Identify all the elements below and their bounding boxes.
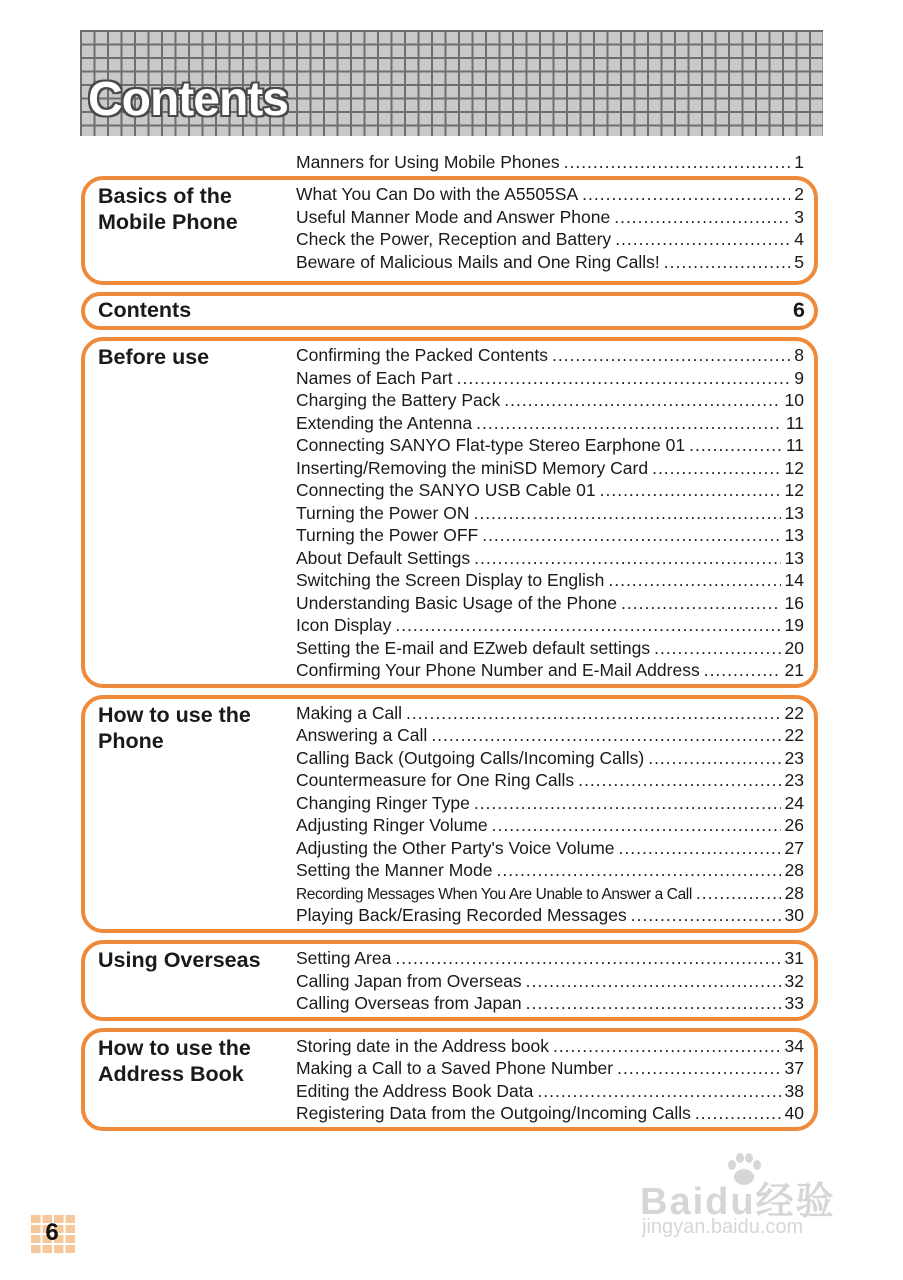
toc-entry[interactable]: Charging the Battery Pack ..... 10 [296,389,804,411]
watermark-brand: Baidu经验 [640,1181,836,1223]
toc-entry[interactable]: Answering a Call ..... 22 [296,724,804,746]
toc-entry[interactable]: Playing Back/Erasing Recorded Messages ..... 30 [296,904,804,926]
toc-entry[interactable]: What You Can Do with the A5505SA ..... 2 [296,183,804,205]
toc-entry[interactable]: Making a Call ..... 22 [296,702,804,724]
page-title: Contents [88,73,288,126]
toc-entry[interactable]: Setting the Manner Mode ..... 28 [296,859,804,881]
toc-entry[interactable]: Understanding Basic Usage of the Phone ..... 16 [296,592,804,614]
toc-entry[interactable]: Making a Call to a Saved Phone Number ..... 37 [296,1057,804,1079]
toc-entry[interactable]: Manners for Using Mobile Phones ..... 1 [296,151,804,173]
contents-bar-label[interactable]: Contents [98,298,192,322]
section-title: How to use the Address Book [98,1036,251,1086]
toc-entry[interactable]: Useful Manner Mode and Answer Phone ..... 3 [296,206,804,228]
watermark [640,1150,860,1250]
toc-entry[interactable]: Setting the E-mail and EZweb default settings ..... 20 [296,637,804,659]
section-title: How to use the Phone [98,703,251,753]
toc-entry[interactable]: Icon Display ..... 19 [296,614,804,636]
toc-entry[interactable]: Calling Back (Outgoing Calls/Incoming Calls) ..... 23 [296,747,804,769]
toc-entry[interactable]: Connecting the SANYO USB Cable 01 ..... 12 [296,479,804,501]
toc-entry[interactable]: Confirming the Packed Contents ..... 8 [296,344,804,366]
contents-banner [80,30,823,136]
toc-entry[interactable]: Calling Overseas from Japan ..... 33 [296,992,804,1014]
toc-entry[interactable]: Beware of Malicious Mails and One Ring Calls! ..... 5 [296,251,804,273]
toc-entry[interactable]: Adjusting Ringer Volume ..... 26 [296,814,804,836]
toc-entry[interactable]: Confirming Your Phone Number and E-Mail Address ..... 21 [296,659,804,681]
toc-entry[interactable]: Editing the Address Book Data ..... 38 [296,1080,804,1102]
toc-entry[interactable]: About Default Settings ..... 13 [296,547,804,569]
section-title: Basics of the Mobile Phone [98,184,238,234]
toc-entry[interactable]: Countermeasure for One Ring Calls ..... 23 [296,769,804,791]
contents-bar-page: 6 [793,298,805,322]
toc-entry[interactable]: Names of Each Part ..... 9 [296,367,804,389]
toc-entry[interactable]: Extending the Antenna ..... 11 [296,412,804,434]
toc-entry[interactable]: Recording Messages When You Are Unable to Answer a Call ..... 28 [296,882,804,904]
section-title: Before use [98,345,210,369]
toc-entry[interactable]: Storing date in the Address book ..... 34 [296,1035,804,1057]
toc-entry[interactable]: Turning the Power ON ..... 13 [296,502,804,524]
toc-entry[interactable]: Connecting SANYO Flat-type Stereo Earphone 01 ..... 11 [296,434,804,456]
watermark-url: jingyan.baidu.com [642,1216,804,1238]
toc-entry[interactable]: Check the Power, Reception and Battery ..... 4 [296,228,804,250]
page-number: 6 [45,1219,59,1246]
toc-entry[interactable]: Changing Ringer Type ..... 24 [296,792,804,814]
toc-entry[interactable]: Switching the Screen Display to English ..... 14 [296,569,804,591]
toc-entry[interactable]: Turning the Power OFF ..... 13 [296,524,804,546]
section-title: Using Overseas [98,948,261,972]
toc-entry[interactable]: Registering Data from the Outgoing/Incoming Calls ..... 40 [296,1102,804,1124]
contents-bar [81,292,818,330]
toc-entry[interactable]: Setting Area ..... 31 [296,947,804,969]
toc-entry[interactable]: Adjusting the Other Party's Voice Volume ..... 27 [296,837,804,859]
toc-entry[interactable]: Calling Japan from Overseas ..... 32 [296,970,804,992]
toc-entry[interactable]: Inserting/Removing the miniSD Memory Card ..... 12 [296,457,804,479]
